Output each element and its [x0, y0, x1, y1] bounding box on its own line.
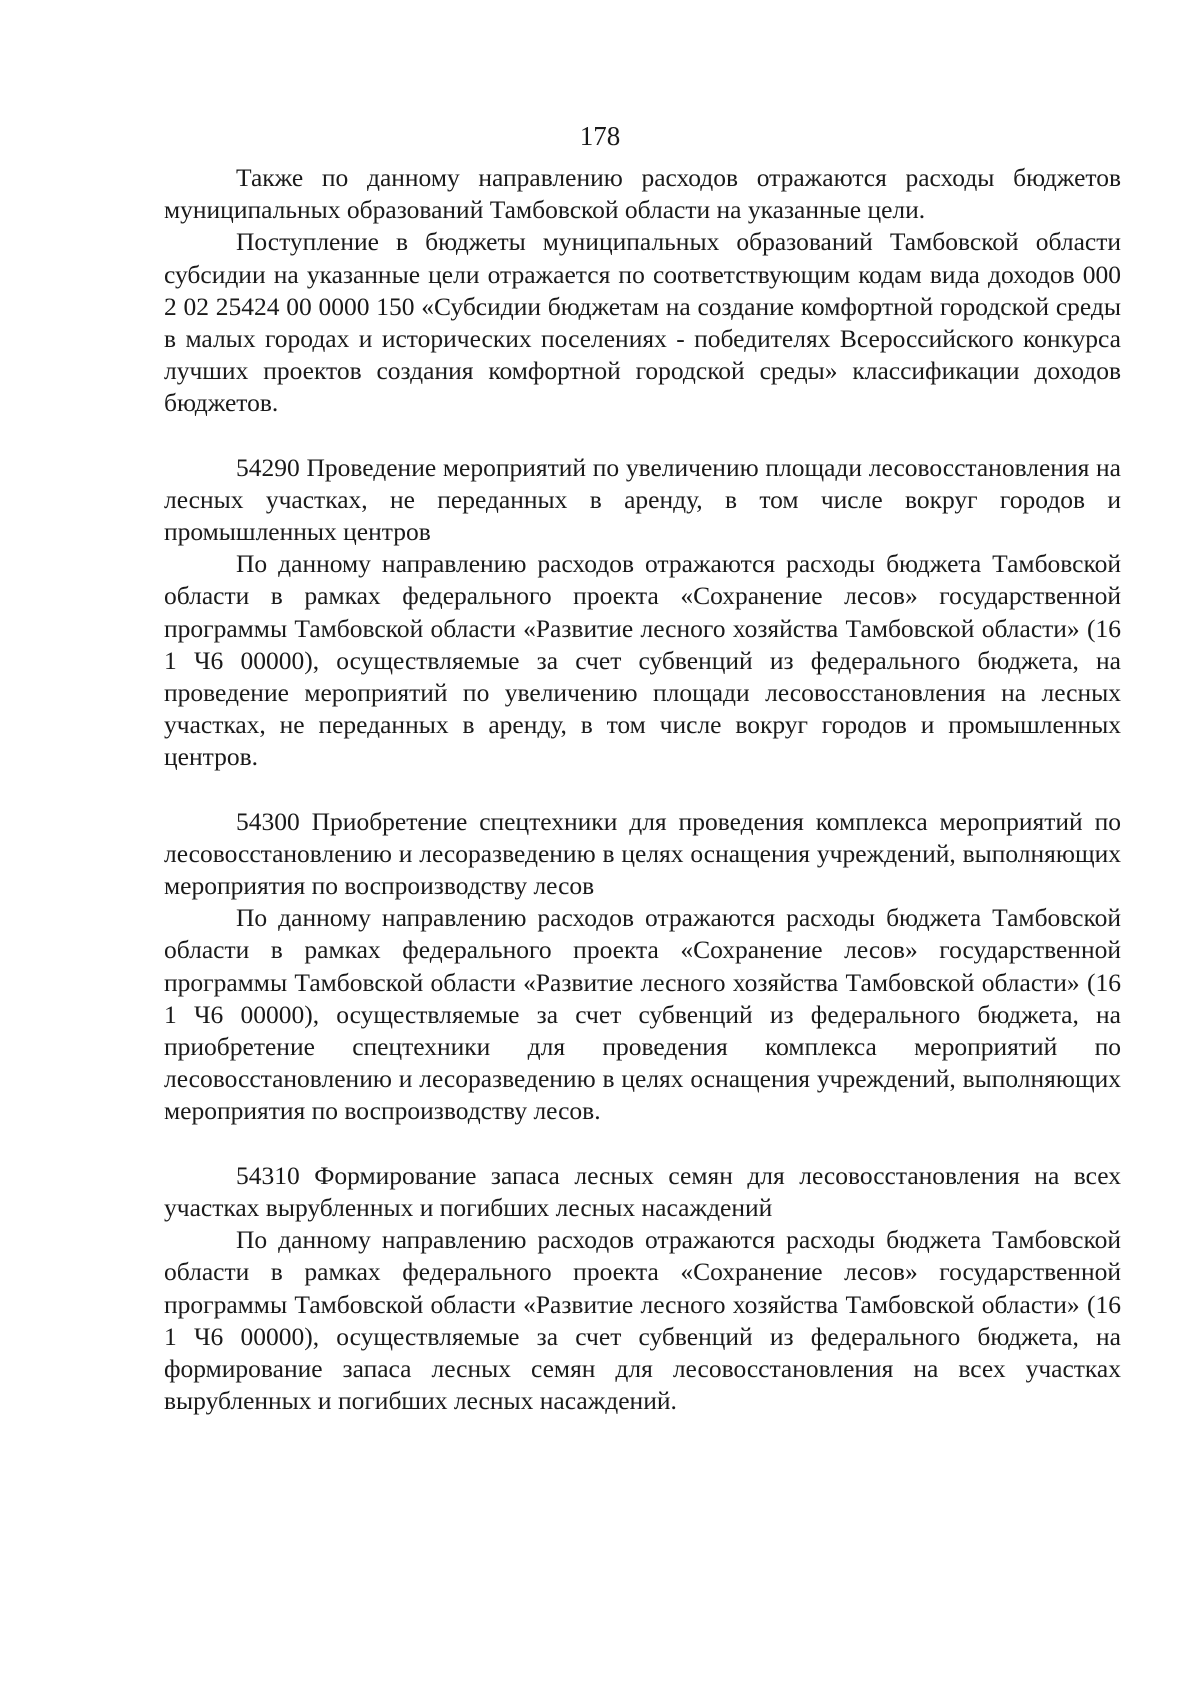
- page-number: 178: [579, 121, 621, 151]
- intro-paragraph: Также по данному направлению расходов отражаются расходы бюджетов муниципальных образований Тамбовской области на указанные цели.: [164, 163, 1121, 225]
- section-heading: [164, 1160, 1121, 1224]
- section-title: Проведение мероприятий по увеличению площади лесовосстановления на лесных участках, не переданных в аренду, в том числе вокруг городов и промышленных центров: [164, 452, 1122, 547]
- section-code: 54290: [236, 452, 300, 482]
- section-code: 54300: [236, 806, 300, 836]
- section-heading: [164, 806, 1121, 903]
- section-body: По данному направлению расходов отражаются расходы бюджета Тамбовской области в рамках федерального проекта «Сохранение лесов» государственной программы Тамбовской области «Развитие лесного хозяйства Тамбовской области» (16 1 Ч6 00000), осуществляемые за счет субвенций из федерального бюджета, на формирование запаса лесных семян для лесовосстановления на всех участках вырубленных и погибших лесных насаждений.: [164, 1225, 1121, 1416]
- section-body: По данному направлению расходов отражаются расходы бюджета Тамбовской области в рамках федерального проекта «Сохранение лесов» государственной программы Тамбовской области «Развитие лесного хозяйства Тамбовской области» (16 1 Ч6 00000), осуществляемые за счет субвенций из федерального бюджета, на проведение мероприятий по увеличению площади лесовосстановления на лесных участках, не переданных в аренду, в том числе вокруг городов и промышленных центров.: [164, 549, 1121, 772]
- section-heading: [164, 452, 1121, 549]
- section-code: 54310: [236, 1160, 300, 1190]
- section-title: Формирование запаса лесных семян для лесовосстановления на всех участках вырубленных и погибших лесных насаждений: [164, 1160, 1122, 1222]
- section-title: Приобретение спецтехники для проведения комплекса мероприятий по лесовосстановлению и лесоразведению в целях оснащения учреждений, выполняющих мероприятия по воспроизводству лесов: [164, 806, 1121, 901]
- document-body: [164, 162, 1121, 1417]
- revenue-paragraph: Поступление в бюджеты муниципальных образований Тамбовской области субсидии на указанные цели отражается по соответствующим кодам вида доходов 000 2 02 25424 00 0000 150 «Субсидии бюджетам на создание комфортной городской среды в малых городах и исторических поселениях - победителях Всероссийского конкурса лучших проектов создания комфортной городской среды» классификации доходов бюджетов.: [164, 227, 1121, 418]
- section-body: По данному направлению расходов отражаются расходы бюджета Тамбовской области в рамках федерального проекта «Сохранение лесов» государственной программы Тамбовской области «Развитие лесного хозяйства Тамбовской области» (16 1 Ч6 00000), осуществляемые за счет субвенций из федерального бюджета, на приобретение спецтехники для проведения комплекса мероприятий по лесовосстановлению и лесоразведению в целях оснащения учреждений, выполняющих мероприятия по воспроизводству лесов.: [164, 903, 1121, 1126]
